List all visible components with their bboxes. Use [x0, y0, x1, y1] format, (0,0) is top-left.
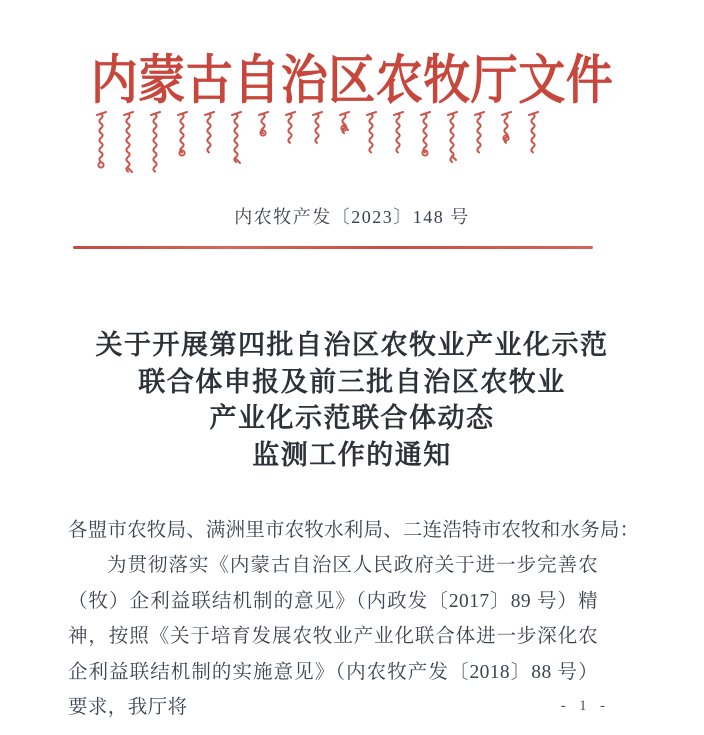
doc-title-line-3: 产业化示范联合体动态	[209, 403, 495, 433]
red-divider-line	[73, 246, 593, 249]
salutation: 各盟市农牧局、满洲里市农牧水利局、二连浩特市农牧和水务局：	[68, 520, 640, 541]
org-header-title: 内蒙古自治区农牧厅文件	[90, 51, 614, 111]
doc-number: 内农牧产发〔2023〕148 号	[234, 207, 470, 227]
doc-title	[0, 327, 704, 473]
page-number: - 1 -	[560, 698, 610, 714]
doc-title-line-1: 关于开展第四批自治区农牧业产业化示范	[95, 330, 609, 360]
mongolian-script-icon	[95, 111, 565, 175]
doc-title-line-2: 联合体申报及前三批自治区农牧业	[138, 366, 566, 397]
body-paragraph: 为贯彻落实《内蒙古自治区人民政府关于进一步完善农（牧）企利益联结机制的意见》（内政发〔2017〕89 号）精神，按照《关于培育发展农牧业产业化联合体进一步深化农企利益联结机制的实施意见》（内农牧产发〔2018〕88 号）要求，我厅将	[68, 555, 598, 718]
doc-title-line-4: 监测工作的通知	[252, 439, 452, 470]
mongolian-script-row	[95, 111, 565, 175]
